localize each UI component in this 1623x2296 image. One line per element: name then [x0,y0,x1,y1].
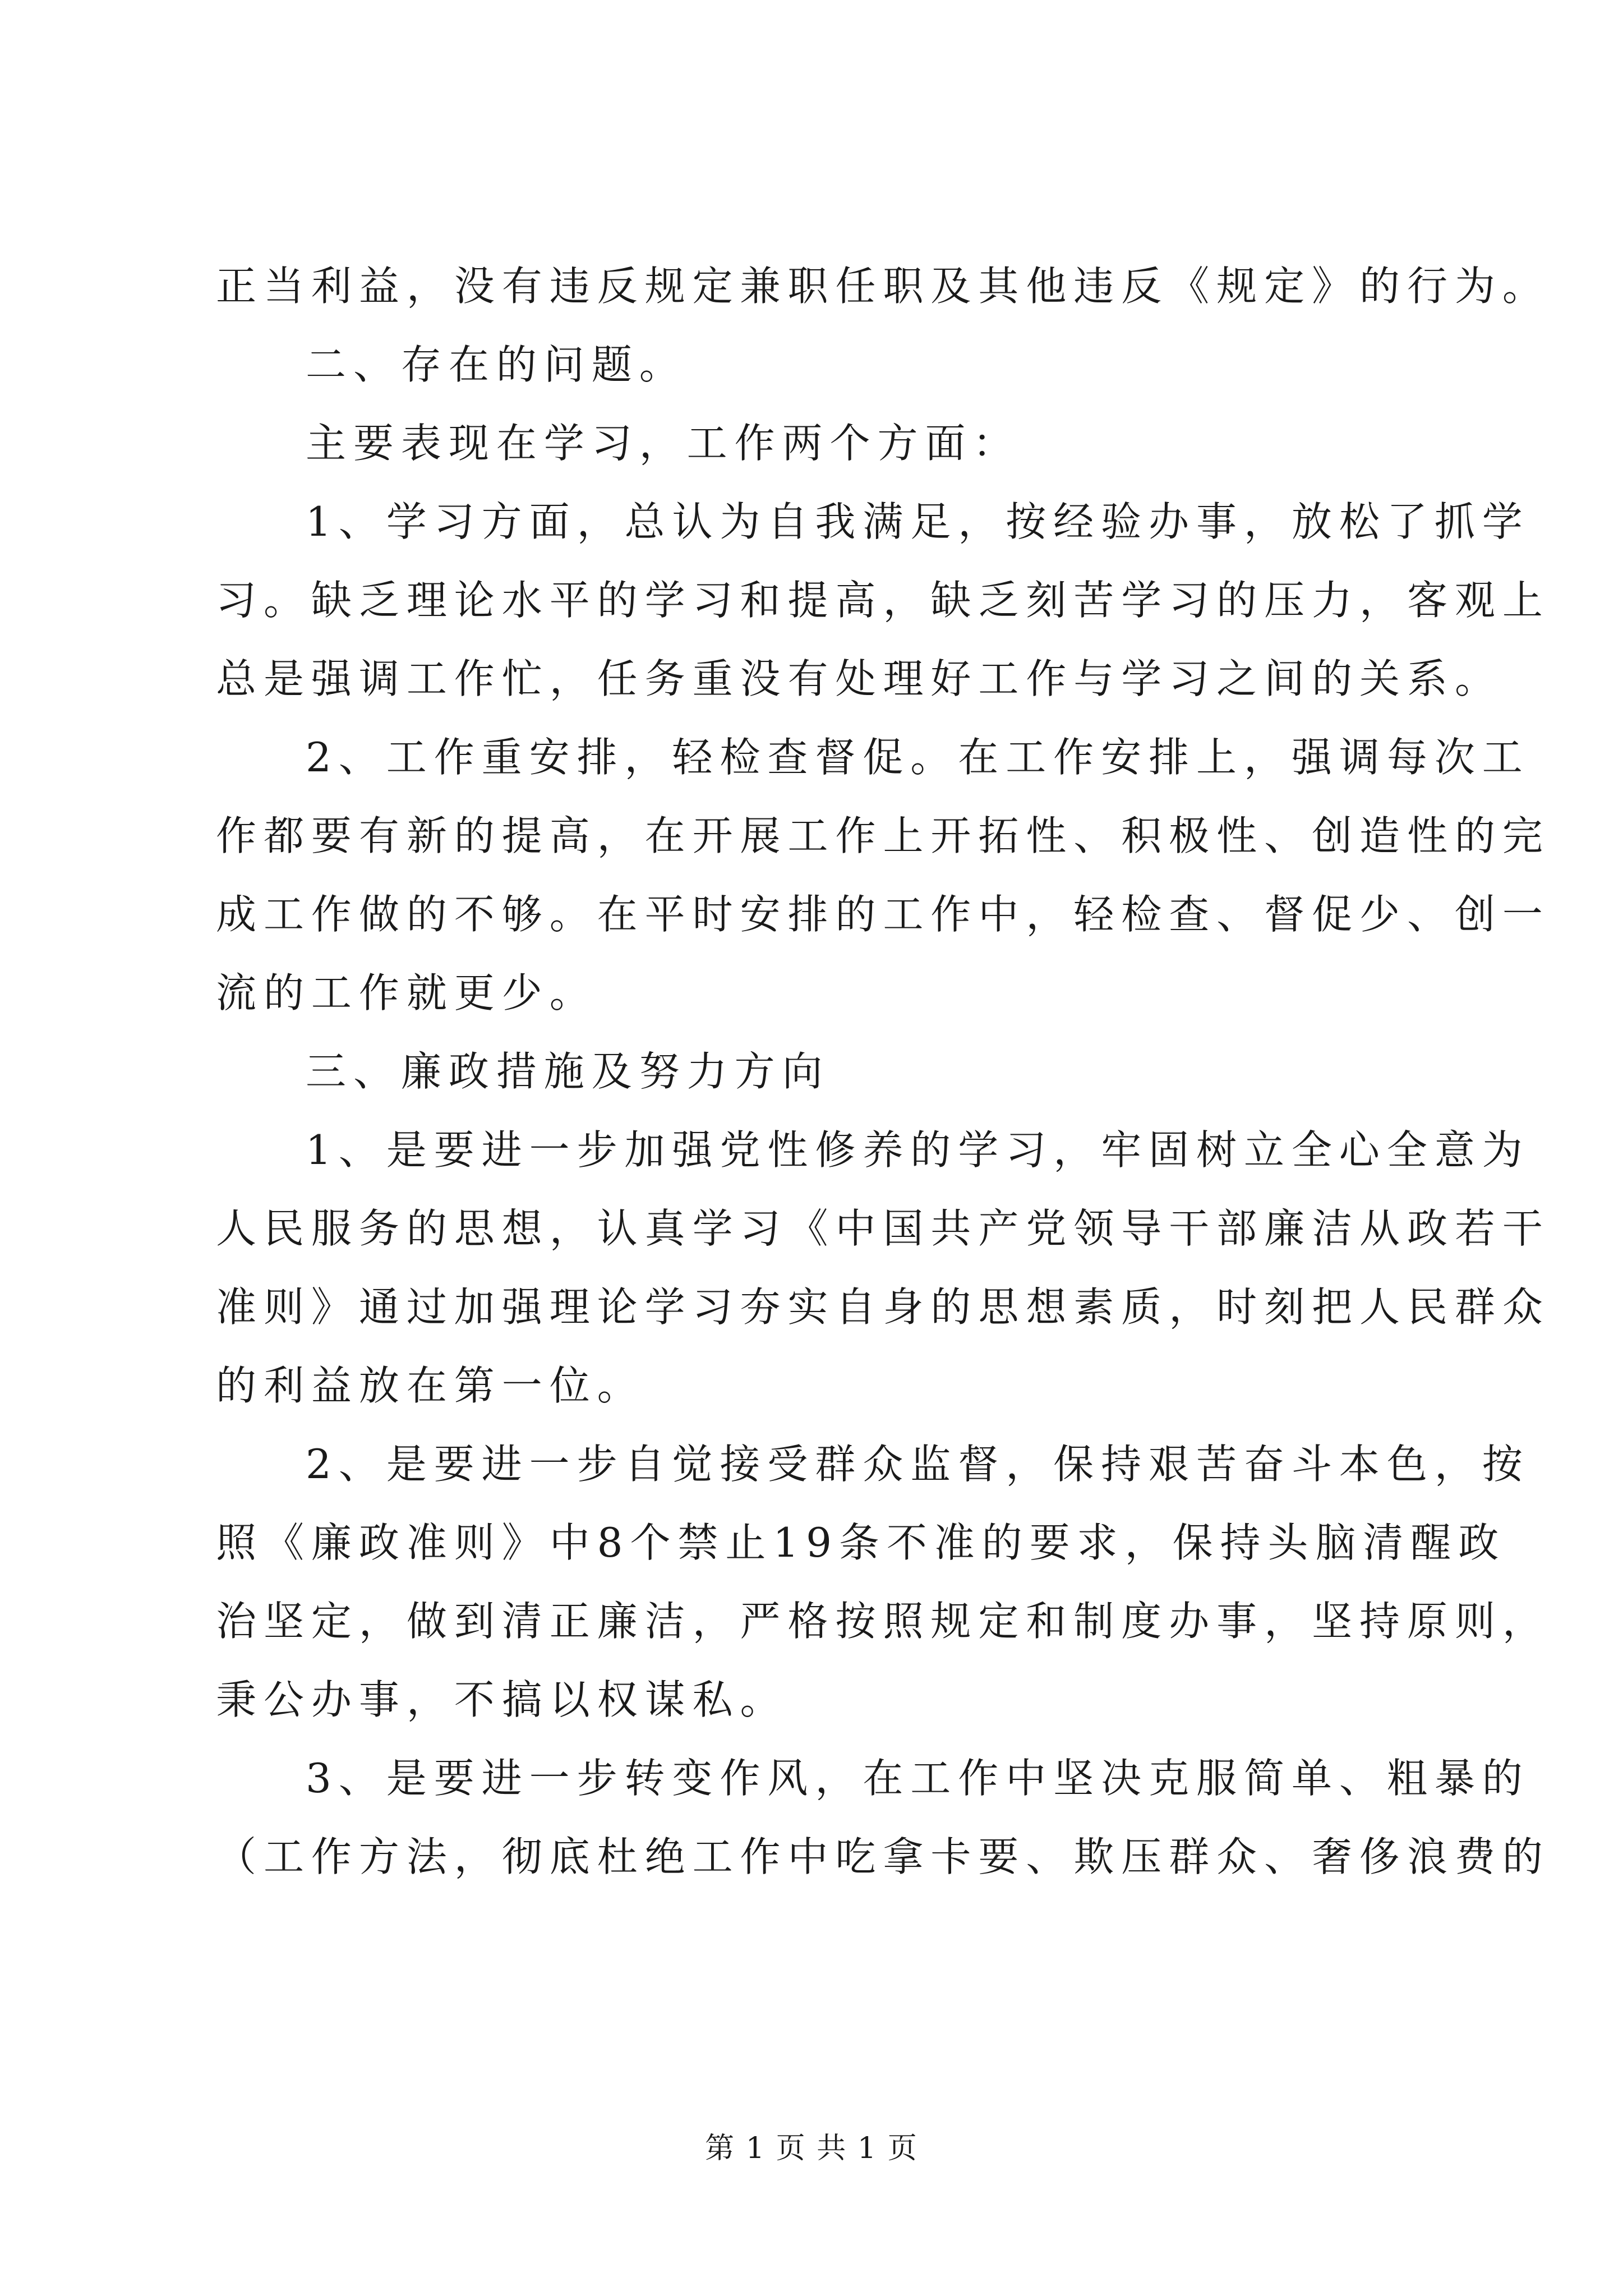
text-line: 习。缺乏理论水平的学习和提高，缺乏刻苦学习的压力，客观上 [216,577,1550,624]
text-line: 流的工作就更少。 [216,969,597,1016]
list-item-start: 3、是要进一步转变作风，在工作中坚决克服简单、粗暴的 [306,1755,1530,1802]
text-line: 作都要有新的提高，在开展工作上开拓性、积极性、创造性的完 [216,812,1550,859]
list-item-start: 2、是要进一步自觉接受群众监督，保持艰苦奋斗本色，按 [306,1441,1530,1488]
list-item-start: 2、工作重安排，轻检查督促。在工作安排上，强调每次工 [306,734,1530,781]
page-footer: 第 1 页 共 1 页 [705,2132,918,2165]
text-line: 治坚定，做到清正廉洁，严格按照规定和制度办事，坚持原则， [216,1598,1550,1645]
text-line: 准则》通过加强理论学习夯实自身的思想素质，时刻把人民群众 [216,1283,1550,1331]
text-line: 秉公办事，不搞以权谋私。 [216,1676,788,1723]
section-heading: 二、存在的问题。 [306,341,687,388]
text-line: （工作方法，彻底杜绝工作中吃拿卡要、欺压群众、奢侈浪费的 [216,1833,1550,1880]
text-line: 人民服务的思想，认真学习《中国共产党领导干部廉洁从政若干 [216,1205,1550,1252]
text-line: 成工作做的不够。在平时安排的工作中，轻检查、督促少、创一 [216,891,1550,938]
list-item-start: 1、学习方面，总认为自我满足，按经验办事，放松了抓学 [306,498,1530,545]
text-line: 正当利益，没有违反规定兼职任职及其他违反《规定》的行为。 [216,263,1550,310]
list-item-start: 1、是要进一步加强党性修养的学习，牢固树立全心全意为 [306,1126,1530,1174]
text-line: 总是强调工作忙，任务重没有处理好工作与学习之间的关系。 [216,655,1502,702]
text-line: 照《廉政准则》中8个禁止19条不准的要求，保持头脑清醒政 [216,1519,1506,1566]
text-line: 的利益放在第一位。 [216,1362,645,1409]
text-line: 主要表现在学习，工作两个方面： [306,420,1021,467]
section-heading: 三、廉政措施及努力方向 [306,1048,830,1095]
